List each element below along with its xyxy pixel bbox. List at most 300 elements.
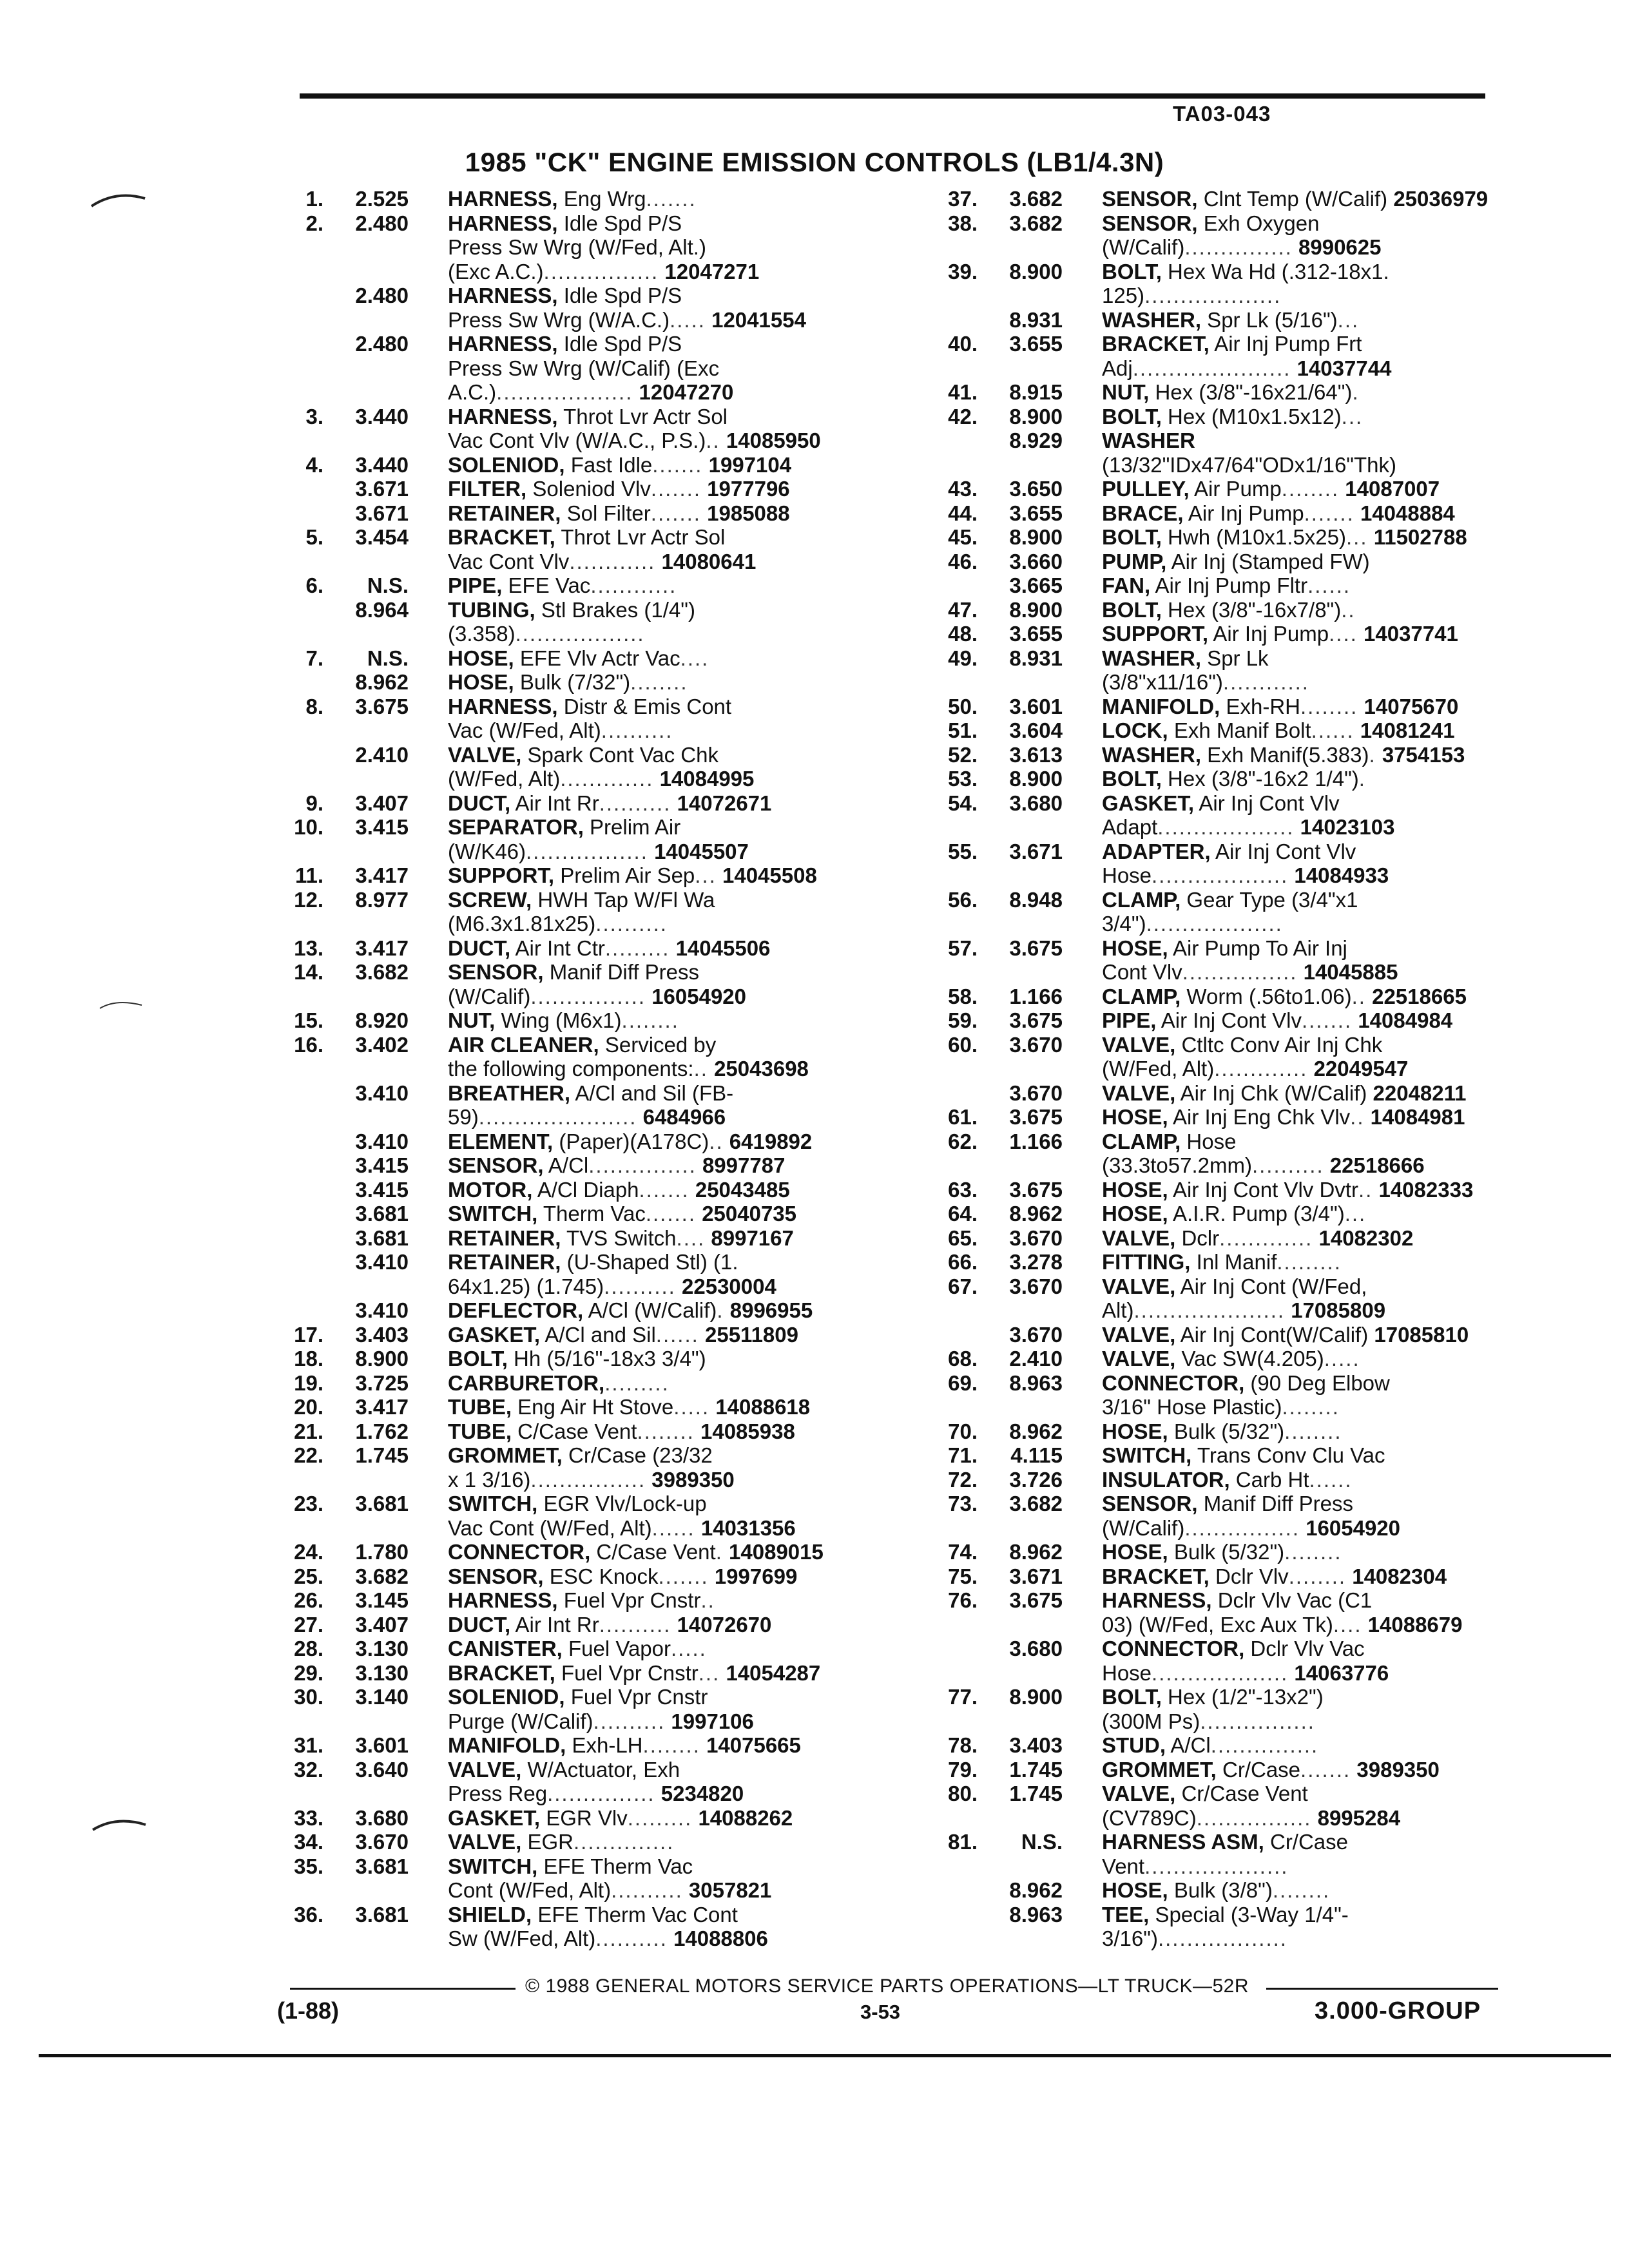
part-description (448, 1927, 768, 1951)
part-number: 14072671 (677, 791, 772, 815)
leader-dots: .. (1341, 597, 1356, 622)
item-number: 55. (948, 839, 978, 863)
part-description (1102, 380, 1360, 405)
part-entry-line (277, 284, 896, 308)
part-number: 14087007 (1345, 477, 1440, 501)
part-description (1102, 767, 1366, 791)
part-number: 17085809 (1291, 1298, 1386, 1322)
item-number: 24. (294, 1540, 323, 1564)
part-entry (931, 743, 1550, 767)
part-entry (277, 1129, 896, 1154)
group-code: 3.725 (355, 1370, 409, 1395)
part-entry-line (277, 888, 896, 912)
group-code: 3.417 (355, 1395, 409, 1419)
leader-dots: .............. (573, 1830, 675, 1854)
part-number: 12041554 (711, 307, 806, 332)
item-number: 21. (294, 1419, 323, 1443)
part-description (448, 1226, 794, 1251)
part-description (1102, 1202, 1366, 1226)
part-entry-line (931, 1903, 1550, 1927)
part-name: VALVE, (1102, 1347, 1176, 1370)
part-detail: A/Cl (543, 1153, 589, 1177)
leader-dots: ............ (590, 573, 677, 597)
part-name: SENSOR, (1102, 187, 1198, 211)
leader-dots: ............. (1214, 1057, 1308, 1081)
group-code: 3.671 (355, 477, 409, 501)
part-description (1102, 791, 1340, 816)
item-number: 51. (948, 718, 978, 742)
part-entry-line (277, 743, 896, 767)
part-number: 14045506 (675, 936, 771, 960)
part-detail: Dclr Vlv Vac (1244, 1637, 1365, 1660)
group-code: 3.410 (355, 1250, 409, 1274)
part-description (448, 1516, 796, 1541)
part-description (1102, 1878, 1330, 1903)
part-description (1102, 235, 1382, 260)
part-entry-line (931, 1709, 1550, 1734)
part-entry (931, 1782, 1550, 1830)
part-entry-line (931, 791, 1550, 816)
part-detail: Serviced by (599, 1032, 717, 1057)
part-entry-line (931, 1105, 1550, 1129)
leader-dots: ..... (673, 1395, 710, 1419)
part-detail: Vac Cont Vlv (W/A.C., P.S.) (448, 428, 706, 452)
part-description (448, 1033, 716, 1057)
part-entry-line (277, 815, 896, 840)
part-entry (931, 936, 1550, 985)
leader-dots: ................. (526, 839, 648, 863)
part-detail: Cr/Case Vent (1175, 1782, 1308, 1805)
item-number: 81. (948, 1830, 978, 1854)
part-detail: A/Cl (W/Calif) (583, 1298, 717, 1322)
part-entry-line (277, 1588, 896, 1613)
part-entry-line (277, 235, 896, 260)
part-number: 16054920 (1306, 1515, 1401, 1540)
part-name: ADAPTER, (1102, 839, 1211, 863)
part-entry-line (931, 308, 1550, 332)
part-detail: Air Int Rr (510, 1612, 599, 1637)
part-entry-line (277, 308, 896, 332)
part-detail: Spr Lk (1201, 646, 1269, 670)
part-name: HOSE, (1102, 1105, 1168, 1129)
leader-dots: ...... (1311, 718, 1354, 742)
part-entry-line (277, 912, 896, 936)
leader-dots: ....... (650, 477, 702, 501)
part-entry (931, 211, 1550, 260)
part-detail: A/Cl (1166, 1733, 1211, 1757)
part-description (1102, 1178, 1473, 1202)
part-name: WASHER, (1102, 307, 1202, 332)
part-number: 14082333 (1378, 1177, 1474, 1202)
part-name: VALVE, (448, 742, 522, 767)
group-code: 3.403 (1009, 1733, 1063, 1757)
part-detail: Exh Oxygen (1197, 211, 1320, 235)
part-detail: Air Inj (Stamped FW) (1166, 549, 1370, 573)
part-detail: (W/Calif) (1102, 235, 1185, 259)
part-detail: EFE Vac (502, 573, 591, 597)
part-entry-line (931, 1419, 1550, 1444)
part-entry-line (931, 767, 1550, 791)
part-entry (931, 260, 1550, 308)
part-detail: Hwh (M10x1.5x25) (1161, 525, 1346, 549)
revision-date: (1-88) (277, 1997, 340, 2024)
group-code: 3.670 (1009, 1322, 1063, 1347)
part-description (448, 260, 759, 284)
part-name: BREATHER, (448, 1081, 571, 1105)
part-detail: 03) (W/Fed, Exc Aux Tk) (1102, 1612, 1333, 1637)
part-description (1102, 1661, 1389, 1686)
leader-dots: ..... (671, 1637, 707, 1660)
part-detail: Air Inj Pump (1183, 501, 1304, 525)
part-description (448, 380, 733, 405)
part-detail: (U-Shaped Stl) (1. (561, 1250, 738, 1274)
item-number: 68. (948, 1347, 978, 1370)
part-entry (277, 405, 896, 453)
item-number: 41. (948, 380, 978, 404)
part-description (448, 1057, 809, 1081)
part-entry-line (931, 235, 1550, 260)
item-number: 4. (305, 452, 323, 477)
part-detail: Air Inj Cont Vlv (1194, 791, 1340, 815)
part-detail: (W/Calif) (1102, 1515, 1185, 1540)
part-detail: Carb Ht (1229, 1467, 1309, 1492)
part-description (448, 332, 682, 356)
part-entry (277, 573, 896, 598)
part-name: BOLT, (1102, 525, 1162, 549)
part-entry (277, 1081, 896, 1129)
part-entry-line (931, 1492, 1550, 1516)
part-description (1102, 815, 1394, 840)
group-code: 3.650 (1009, 477, 1063, 501)
part-entry (931, 525, 1550, 550)
part-description (1102, 695, 1458, 719)
group-code: 8.962 (1009, 1202, 1063, 1225)
part-description (448, 1395, 810, 1419)
part-detail: 64x1.25) (1.745) (448, 1274, 604, 1298)
part-description (448, 1468, 735, 1492)
part-entry (931, 767, 1550, 791)
part-entry-line (277, 1661, 896, 1686)
part-detail: 125) (1102, 284, 1145, 307)
group-code: 3.681 (355, 1902, 409, 1927)
item-number: 14. (294, 960, 323, 984)
part-detail: Cr/Case (1264, 1830, 1349, 1854)
part-entry-line (931, 1758, 1550, 1782)
leader-dots: .......... (595, 912, 668, 936)
part-entry-line (277, 1057, 896, 1081)
leader-dots: ........ (621, 1008, 679, 1032)
part-description (1102, 332, 1362, 356)
group-code: 8.900 (1009, 259, 1063, 284)
group-code: 8.962 (355, 670, 409, 694)
part-entry (931, 1347, 1550, 1371)
leader-dots: .... (1329, 622, 1358, 646)
part-description (1102, 1685, 1324, 1709)
item-number: 18. (294, 1347, 323, 1370)
group-code: 8.920 (355, 1008, 409, 1032)
part-entry-line (931, 1564, 1550, 1589)
part-entry (277, 1226, 896, 1251)
part-name: GROMMET, (448, 1443, 563, 1467)
leader-dots: ...... (1307, 573, 1351, 597)
part-entry-line (931, 1854, 1550, 1879)
part-name: HOSE, (1102, 1540, 1168, 1564)
leader-dots: . (715, 1540, 723, 1564)
part-description (1102, 1516, 1400, 1541)
part-entry (277, 670, 896, 695)
leader-dots: . (1369, 742, 1376, 767)
part-entry (277, 477, 896, 501)
part-entry (277, 1008, 896, 1033)
part-number: 3989350 (651, 1467, 735, 1492)
part-entry (931, 1129, 1550, 1178)
part-description (448, 501, 790, 526)
part-name: WASHER (1102, 428, 1195, 452)
part-entry (931, 622, 1550, 646)
part-entry-line (931, 646, 1550, 671)
part-entry (931, 1733, 1550, 1758)
part-entry (931, 1008, 1550, 1033)
part-name: HARNESS, (448, 187, 558, 211)
part-entry (931, 1274, 1550, 1323)
part-description (448, 1492, 707, 1516)
group-code: 2.410 (1009, 1347, 1063, 1370)
part-description (448, 1854, 693, 1879)
part-entry-line (277, 1347, 896, 1371)
part-entry-line (931, 1153, 1550, 1178)
part-description (448, 1081, 733, 1106)
part-entry-line (931, 187, 1550, 211)
group-code: 8.977 (355, 887, 409, 912)
part-description (1102, 1395, 1340, 1419)
item-number: 43. (948, 477, 978, 501)
part-entry (931, 718, 1550, 743)
part-number: 14088618 (715, 1395, 811, 1419)
part-number: 1997699 (714, 1564, 798, 1588)
part-entry (931, 1178, 1550, 1202)
header-rule (300, 93, 1485, 99)
leader-dots: ...................... (1132, 356, 1291, 380)
part-detail: Bulk (5/32") (1168, 1419, 1285, 1443)
part-description (448, 525, 725, 550)
part-detail: Fuel Vapor (562, 1637, 671, 1660)
part-detail: Sw (W/Fed, Alt) (448, 1927, 596, 1950)
leader-dots: ........ (637, 1419, 695, 1443)
group-code: 3.682 (1009, 1492, 1063, 1515)
leader-dots: .......... (595, 1927, 668, 1950)
group-code: 3.671 (355, 501, 409, 525)
part-entry (931, 1830, 1550, 1878)
part-detail: (33.3to57.2mm) (1102, 1153, 1252, 1177)
part-detail: Air Inj Pump (1208, 622, 1329, 646)
part-detail: Fuel Vpr Cnstr (557, 1588, 701, 1612)
parts-list-left (277, 187, 896, 1951)
part-name: BRACE, (1102, 501, 1184, 525)
leader-dots: ........ (1281, 477, 1340, 501)
group-code: 8.900 (1009, 597, 1063, 622)
group-code: 3.671 (1009, 839, 1063, 863)
part-number: 22518666 (1329, 1153, 1425, 1177)
part-entry-line (931, 960, 1550, 985)
part-detail: Air Inj Cont Vlv Dvtr (1168, 1177, 1358, 1202)
part-name: BRACKET, (1102, 332, 1210, 356)
part-name: HARNESS, (1102, 1588, 1212, 1612)
part-number: 14045885 (1303, 960, 1398, 984)
part-entry-line (277, 1129, 896, 1154)
part-number: 25043698 (714, 1057, 809, 1081)
leader-dots: .......... (593, 1709, 666, 1733)
part-name: VALVE, (1102, 1322, 1176, 1347)
item-number: 34. (294, 1830, 323, 1854)
part-description (448, 1153, 785, 1178)
part-name: TUBE, (448, 1395, 512, 1419)
bottom-rule (39, 2054, 1611, 2057)
part-description (448, 1419, 795, 1444)
part-name: DEFLECTOR, (448, 1298, 584, 1322)
part-entry (277, 1298, 896, 1323)
leader-dots: .......... (601, 718, 673, 742)
item-number: 29. (294, 1660, 323, 1685)
part-description (448, 1105, 726, 1129)
item-number: 73. (948, 1492, 978, 1515)
item-number: 75. (948, 1564, 978, 1588)
part-detail: (W/Fed, Alt) (448, 767, 561, 791)
group-code: 3.680 (1009, 791, 1063, 815)
part-description (1102, 1806, 1400, 1831)
part-entry-line (277, 260, 896, 284)
leader-dots: ...................... (478, 1105, 637, 1129)
part-name: VALVE, (1102, 1081, 1176, 1105)
part-name: GROMMET, (1102, 1757, 1217, 1782)
part-description (1102, 1105, 1465, 1129)
part-entry (277, 1637, 896, 1661)
part-name: RETAINER, (448, 1250, 561, 1274)
leader-dots: ............. (560, 767, 654, 791)
part-detail: Adj (1102, 356, 1133, 380)
part-description (448, 1637, 707, 1661)
part-entry (277, 501, 896, 526)
item-number: 46. (948, 549, 978, 573)
item-number: 12. (294, 887, 323, 912)
item-number: 23. (294, 1492, 323, 1515)
part-name: SENSOR, (448, 1564, 544, 1588)
part-detail: 59) (448, 1105, 479, 1129)
part-detail: Air Pump (1189, 477, 1282, 501)
part-description (448, 646, 709, 671)
part-detail: Sol Filter (561, 501, 651, 525)
part-description (1102, 1419, 1342, 1444)
item-number: 59. (948, 1008, 978, 1032)
part-detail: Cr/Case (1216, 1757, 1301, 1782)
part-entry-line (277, 1298, 896, 1323)
part-name: VALVE, (1102, 1225, 1176, 1250)
part-name: VALVE, (448, 1757, 522, 1782)
part-name: SOLENIOD, (448, 1685, 565, 1709)
part-detail: Vac Cont Vlv (448, 549, 570, 573)
item-number: 22. (294, 1443, 323, 1467)
item-number: 67. (948, 1274, 978, 1298)
part-detail: Press Sw Wrg (W/A.C.) (448, 307, 670, 332)
part-entry-line (277, 453, 896, 477)
part-entry-line (277, 1250, 896, 1274)
part-name: FILTER, (448, 477, 527, 501)
leader-dots: ...... (651, 1515, 695, 1540)
part-entry-line (931, 622, 1550, 646)
part-detail: (W/Fed, Alt) (1102, 1057, 1215, 1081)
part-entry-line (931, 985, 1550, 1009)
part-number: 22048211 (1373, 1081, 1467, 1105)
part-name: VALVE, (448, 1830, 522, 1854)
part-detail: A/Cl and Sil (FB- (570, 1081, 734, 1105)
item-number: 57. (948, 936, 978, 960)
group-code: 8.900 (1009, 1685, 1063, 1709)
item-number: 37. (948, 187, 978, 211)
part-name: SEPARATOR, (448, 815, 584, 839)
part-name: CLAMP, (1102, 887, 1181, 912)
group-code: 3.130 (355, 1660, 409, 1685)
part-description (1102, 356, 1391, 381)
group-code: 8.900 (1009, 767, 1063, 791)
part-name: SENSOR, (1102, 211, 1198, 235)
item-number: 79. (948, 1757, 978, 1782)
part-entry-line (931, 405, 1550, 429)
part-entry (277, 453, 896, 477)
group-code: 1.166 (1009, 1129, 1063, 1153)
part-entry-line (277, 1806, 896, 1831)
part-description (448, 308, 806, 332)
item-number: 35. (294, 1854, 323, 1878)
part-detail: Cont (W/Fed, Alt) (448, 1878, 612, 1902)
part-number: 14085950 (726, 428, 821, 452)
part-detail: C/Case Vent (590, 1540, 716, 1564)
part-entry (277, 1733, 896, 1758)
part-detail: Ctltc Conv Air Inj Chk (1175, 1032, 1383, 1057)
leader-dots: ................ (1184, 1515, 1300, 1540)
part-description (448, 670, 688, 695)
part-entry (277, 1830, 896, 1854)
part-detail: Hex (3/8"-16x2 1/4") (1161, 767, 1359, 791)
item-number: 10. (294, 815, 323, 839)
part-detail: Air Inj Chk (W/Calif) (1175, 1081, 1367, 1105)
group-code: 8.900 (1009, 404, 1063, 428)
part-entry (277, 1202, 896, 1226)
part-description (448, 284, 682, 308)
part-entry (277, 187, 896, 211)
part-entry (931, 1323, 1550, 1347)
part-entry-line (277, 1903, 896, 1927)
leader-dots: .. (700, 1588, 715, 1612)
part-detail: 3/16") (1102, 1927, 1158, 1950)
part-description (448, 936, 770, 961)
part-entry (931, 501, 1550, 526)
part-entry-line (931, 1323, 1550, 1347)
item-number: 72. (948, 1467, 978, 1492)
part-name: BRACKET, (448, 1660, 555, 1685)
leader-dots: ........ (1272, 1878, 1331, 1902)
part-description (1102, 1008, 1452, 1033)
part-entry-line (931, 1178, 1550, 1202)
part-entry (277, 1033, 896, 1081)
part-number: 1985088 (707, 501, 790, 525)
part-entry (931, 1903, 1550, 1951)
group-code: 3.670 (355, 1830, 409, 1854)
part-entry (931, 428, 1550, 477)
group-code: 3.613 (1009, 742, 1063, 767)
part-description (448, 356, 719, 381)
part-entry-line (931, 936, 1550, 961)
part-number: 25511809 (704, 1322, 798, 1347)
part-detail: Inl Manif (1190, 1250, 1277, 1274)
